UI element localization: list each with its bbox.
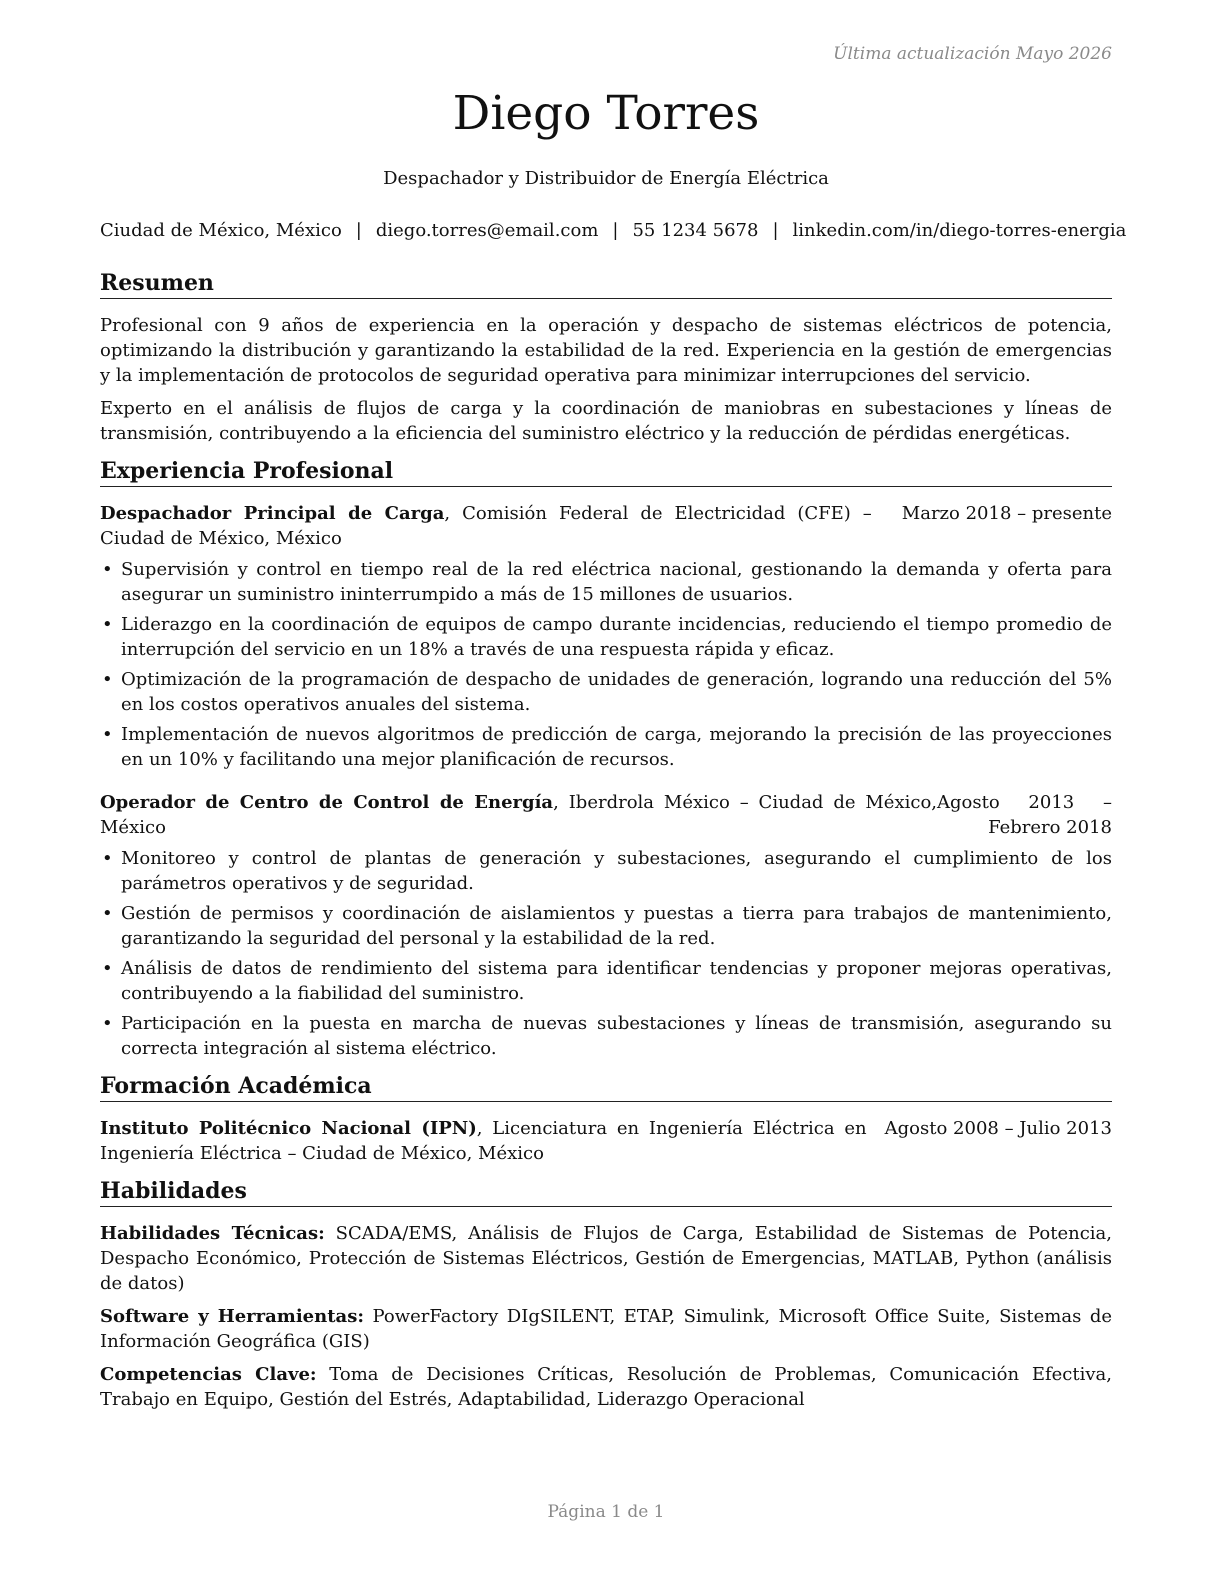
job-bullets bbox=[100, 557, 1112, 772]
resume-content bbox=[100, 270, 1112, 1424]
last-updated: Última actualización Mayo 2026 bbox=[833, 44, 1112, 64]
contact-separator: | bbox=[612, 220, 619, 241]
skill-label: Software y Herramientas: bbox=[100, 1306, 364, 1327]
experience-section bbox=[100, 458, 1112, 1061]
contact-line bbox=[100, 220, 1127, 241]
job-role: Despachador Principal de Carga bbox=[100, 503, 445, 524]
skill-text: SCADA/EMS, Análisis de Flujos de Carga, Estabilidad de Sistemas de Potencia, Despacho Económico, Protección de Sistemas Eléctricos, Gestión de Emergencias, MATLAB, Python (análisis de datos) bbox=[100, 1223, 1112, 1294]
job-title: Despachador y Distribuidor de Energía Eléctrica bbox=[383, 168, 829, 189]
summary-paragraph: Experto en el análisis de flujos de carga y la coordinación de maniobras en subestaciones y líneas de transmisión, contribuyendo a la eficiencia del suministro eléctrico y la reducción de pérdidas energéticas. bbox=[100, 398, 1112, 444]
summary-paragraph: Profesional con 9 años de experiencia en la operación y despacho de sistemas eléctricos de potencia, optimizando la distribución y garantizando la estabilidad de la red. Experiencia en la gestión de emergencias y la implementación de protocolos de seguridad operativa para minimizar interrupciones del servicio. bbox=[100, 315, 1112, 386]
education-details: , Licenciatura en Ingeniería Eléctrica en Ingeniería Eléctrica – Ciudad de México, México bbox=[100, 1118, 867, 1164]
skill-label: Habilidades Técnicas: bbox=[100, 1223, 325, 1244]
job-entry bbox=[100, 790, 1112, 1061]
job-dates: Agosto 2013 – Febrero 2018 bbox=[937, 792, 1112, 838]
education-institution: Instituto Politécnico Nacional (IPN) bbox=[100, 1118, 477, 1139]
contact-email[interactable]: diego.torres@email.com bbox=[375, 220, 599, 241]
skill-text: Toma de Decisiones Críticas, Resolución de Problemas, Comunicación Efectiva, Trabajo en Equipo, Gestión del Estrés, Adaptabilidad, Liderazgo Operacional bbox=[100, 1364, 1112, 1410]
section-heading-summary: Resumen bbox=[100, 270, 1112, 299]
education-entry bbox=[100, 1116, 1112, 1166]
skill-group bbox=[100, 1362, 1112, 1412]
list-item: • Participación en la puesta en marcha de nuevas subestaciones y líneas de transmisión, asegurando su correcta integración al sistema eléctrico. bbox=[100, 1011, 1112, 1061]
job-header bbox=[100, 790, 1112, 840]
job-role: Operador de Centro de Control de Energía bbox=[100, 792, 554, 813]
contact-phone: 55 1234 5678 bbox=[632, 220, 759, 241]
skill-group bbox=[100, 1304, 1112, 1354]
education-section bbox=[100, 1073, 1112, 1166]
list-item: • Liderazgo en la coordinación de equipos de campo durante incidencias, reduciendo el tiempo promedio de interrupción del servicio en un 18% a través de una respuesta rápida y eficaz. bbox=[100, 612, 1112, 662]
resume-page bbox=[100, 0, 1127, 1584]
job-entry bbox=[100, 501, 1112, 772]
list-item: • Supervisión y control en tiempo real de la red eléctrica nacional, gestionando la demanda y oferta para asegurar un suministro ininterrumpido a más de 15 millones de usuarios. bbox=[100, 557, 1112, 607]
education-header bbox=[100, 1116, 1112, 1166]
contact-separator: | bbox=[355, 220, 362, 241]
contact-linkedin[interactable]: linkedin.com/in/diego-torres-energia bbox=[792, 220, 1127, 241]
list-item: • Implementación de nuevos algoritmos de predicción de carga, mejorando la precisión de las proyecciones en un 10% y facilitando una mejor planificación de recursos. bbox=[100, 722, 1112, 772]
list-item: • Optimización de la programación de despacho de unidades de generación, logrando una reducción del 5% en los costos operativos anuales del sistema. bbox=[100, 667, 1112, 717]
job-bullets bbox=[100, 846, 1112, 1061]
education-dates: Agosto 2008 – Julio 2013 bbox=[884, 1118, 1112, 1139]
list-item: • Gestión de permisos y coordinación de aislamientos y puestas a tierra para trabajos de mantenimiento, garantizando la seguridad del personal y la estabilidad de la red. bbox=[100, 901, 1112, 951]
job-dates: Marzo 2018 – presente bbox=[901, 503, 1112, 524]
contact-location: Ciudad de México, México bbox=[100, 220, 342, 241]
summary-section bbox=[100, 270, 1112, 446]
section-heading-skills: Habilidades bbox=[100, 1178, 1112, 1207]
contact-separator: | bbox=[772, 220, 779, 241]
job-header bbox=[100, 501, 1112, 551]
page-number: Página 1 de 1 bbox=[547, 1502, 665, 1522]
section-heading-education: Formación Académica bbox=[100, 1073, 1112, 1102]
job-company: , Iberdrola México – Ciudad de México, México bbox=[100, 792, 937, 838]
skill-label: Competencias Clave: bbox=[100, 1364, 317, 1385]
job-company: , Comisión Federal de Electricidad (CFE) – Ciudad de México, México bbox=[100, 503, 872, 549]
skills-section bbox=[100, 1178, 1112, 1412]
list-item: • Análisis de datos de rendimiento del sistema para identificar tendencias y proponer mejoras operativas, contribuyendo a la fiabilidad del suministro. bbox=[100, 956, 1112, 1006]
section-heading-experience: Experiencia Profesional bbox=[100, 458, 1112, 487]
skill-group bbox=[100, 1221, 1112, 1296]
skill-text: PowerFactory DIgSILENT, ETAP, Simulink, Microsoft Office Suite, Sistemas de Información Geográfica (GIS) bbox=[100, 1306, 1112, 1352]
list-item: • Monitoreo y control de plantas de generación y subestaciones, asegurando el cumplimiento de los parámetros operativos y de seguridad. bbox=[100, 846, 1112, 896]
candidate-name: Diego Torres bbox=[452, 86, 760, 141]
